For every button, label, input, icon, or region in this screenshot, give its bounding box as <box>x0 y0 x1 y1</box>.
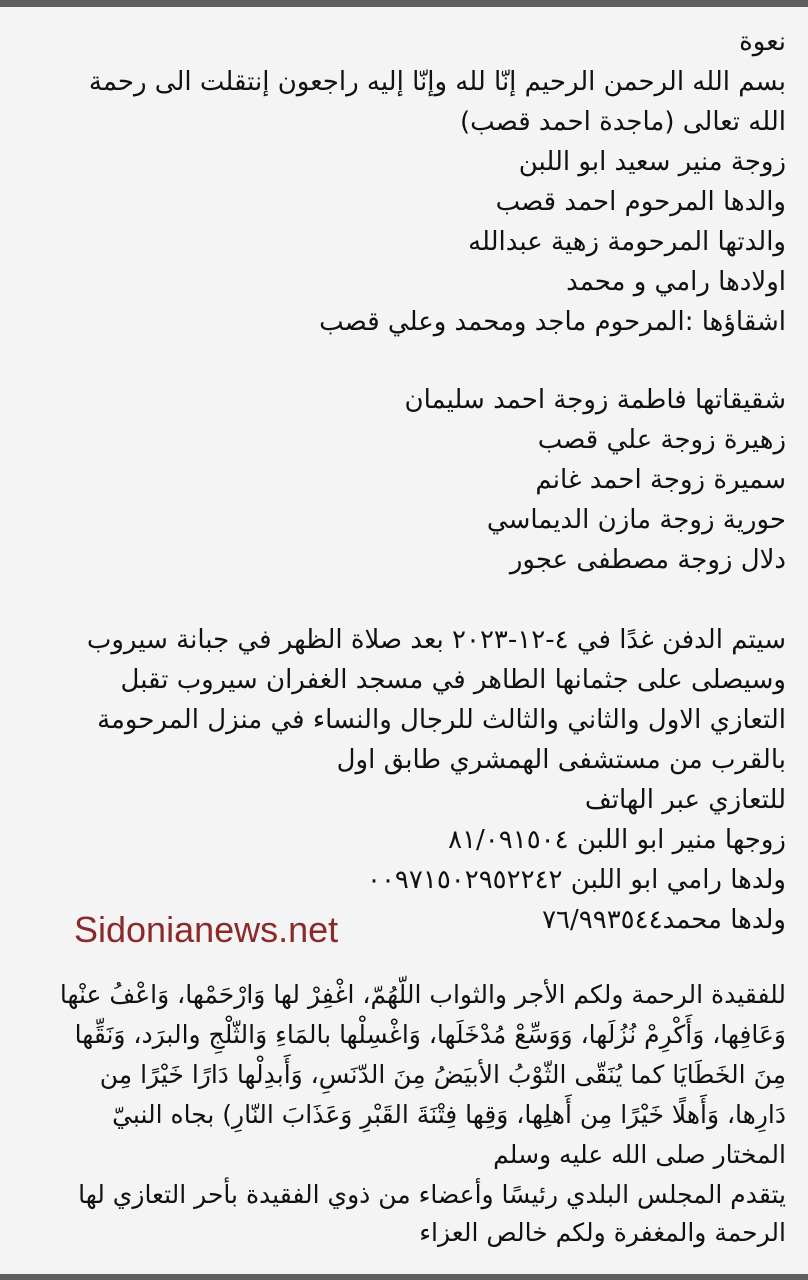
prayer-line: المختار صلى الله عليه وسلم <box>493 1140 786 1169</box>
deceased-name: الله تعالى (ماجدة احمد قصب) <box>459 107 786 137</box>
funeral-line: سيتم الدفن غدًا في ٤-١٢-٢٠٢٣ بعد صلاة الظهر في جبانة سيروب <box>86 625 786 655</box>
funeral-line: وسيصلى على جثمانها الطاهر في مسجد الغفران سيروب تقبل <box>120 665 786 695</box>
council-line: الرحمة والمغفرة ولكم خالص العزاء <box>419 1218 786 1247</box>
phone-son-mohammad: ولدها محمد٧٦/٩٩٣٥٤٤ <box>542 905 786 935</box>
sister-line: حورية زوجة مازن الديماسي <box>486 505 786 535</box>
sister-line: سميرة زوجة احمد غانم <box>535 465 786 495</box>
phone-son-rami: ولدها رامي ابو اللبن ٠٠٩٧١٥٠٢٩٥٢٢٤٢ <box>367 865 786 895</box>
father-line: والدها المرحوم احمد قصب <box>495 187 786 217</box>
council-line: يتقدم المجلس البلدي رئيسًا وأعضاء من ذوي الفقيدة بأحر التعازي لها <box>78 1180 786 1209</box>
prayer-line: للفقيدة الرحمة ولكم الأجر والثواب اللّهُمّ، اغْفِرْ لها وَارْحَمْها، وَاعْفُ عنْها <box>59 980 786 1009</box>
prayer-line: وَعَافِها، وَأَكْرِمْ نُزُلَها، وَوَسِّعْ مُدْخَلَها، وَاغْسِلْها بالمَاءِ وَالثّلْجِ والبرَد، وَنَقِّها <box>74 1020 786 1049</box>
funeral-line: بالقرب من مستشفى الهمشري طابق اول <box>336 745 786 775</box>
phone-husband: زوجها منير ابو اللبن ٨١/٠٩١٥٠٤ <box>448 825 786 855</box>
prayer-line: دَارِها، وَأَهلًا خَيْرًا مِن أَهلِها، وَقِها فِتْنَةَ القَبْرِ وَعَذَابَ النّارِ) بجاه النبيّ <box>112 1100 786 1129</box>
mother-line: والدتها المرحومة زهية عبدالله <box>468 227 786 257</box>
sister-line: زهيرة زوجة علي قصب <box>537 425 786 455</box>
phone-heading: للتعازي عبر الهاتف <box>584 785 786 815</box>
brothers-line: اشقاؤها :المرحوم ماجد ومحمد وعلي قصب <box>319 307 786 337</box>
bottom-border <box>0 1274 808 1280</box>
sister-line: دلال زوجة مصطفى عجور <box>509 545 786 575</box>
notice-title: نعوة <box>739 27 786 57</box>
funeral-line: التعازي الاول والثاني والثالث للرجال والنساء في منزل المرحومة <box>97 705 786 735</box>
prayer-line: مِنَ الخَطَايَا كما يُنَقّى الثّوْبُ الأبيَضُ مِنَ الدّنَسِ، وَأَبدِلْها دَارًا خَيْرًا مِن <box>99 1060 786 1089</box>
children-line: اولادها رامي و محمد <box>566 267 786 297</box>
site-watermark: Sidonianews.net <box>74 909 339 950</box>
basmala-line: بسم الله الرحمن الرحيم إنّا لله وإنّا إليه راجعون إنتقلت الى رحمة <box>88 67 786 97</box>
sister-line: شقيقاتها فاطمة زوجة احمد سليمان <box>404 385 786 415</box>
husband-line: زوجة منير سعيد ابو اللبن <box>518 147 786 177</box>
